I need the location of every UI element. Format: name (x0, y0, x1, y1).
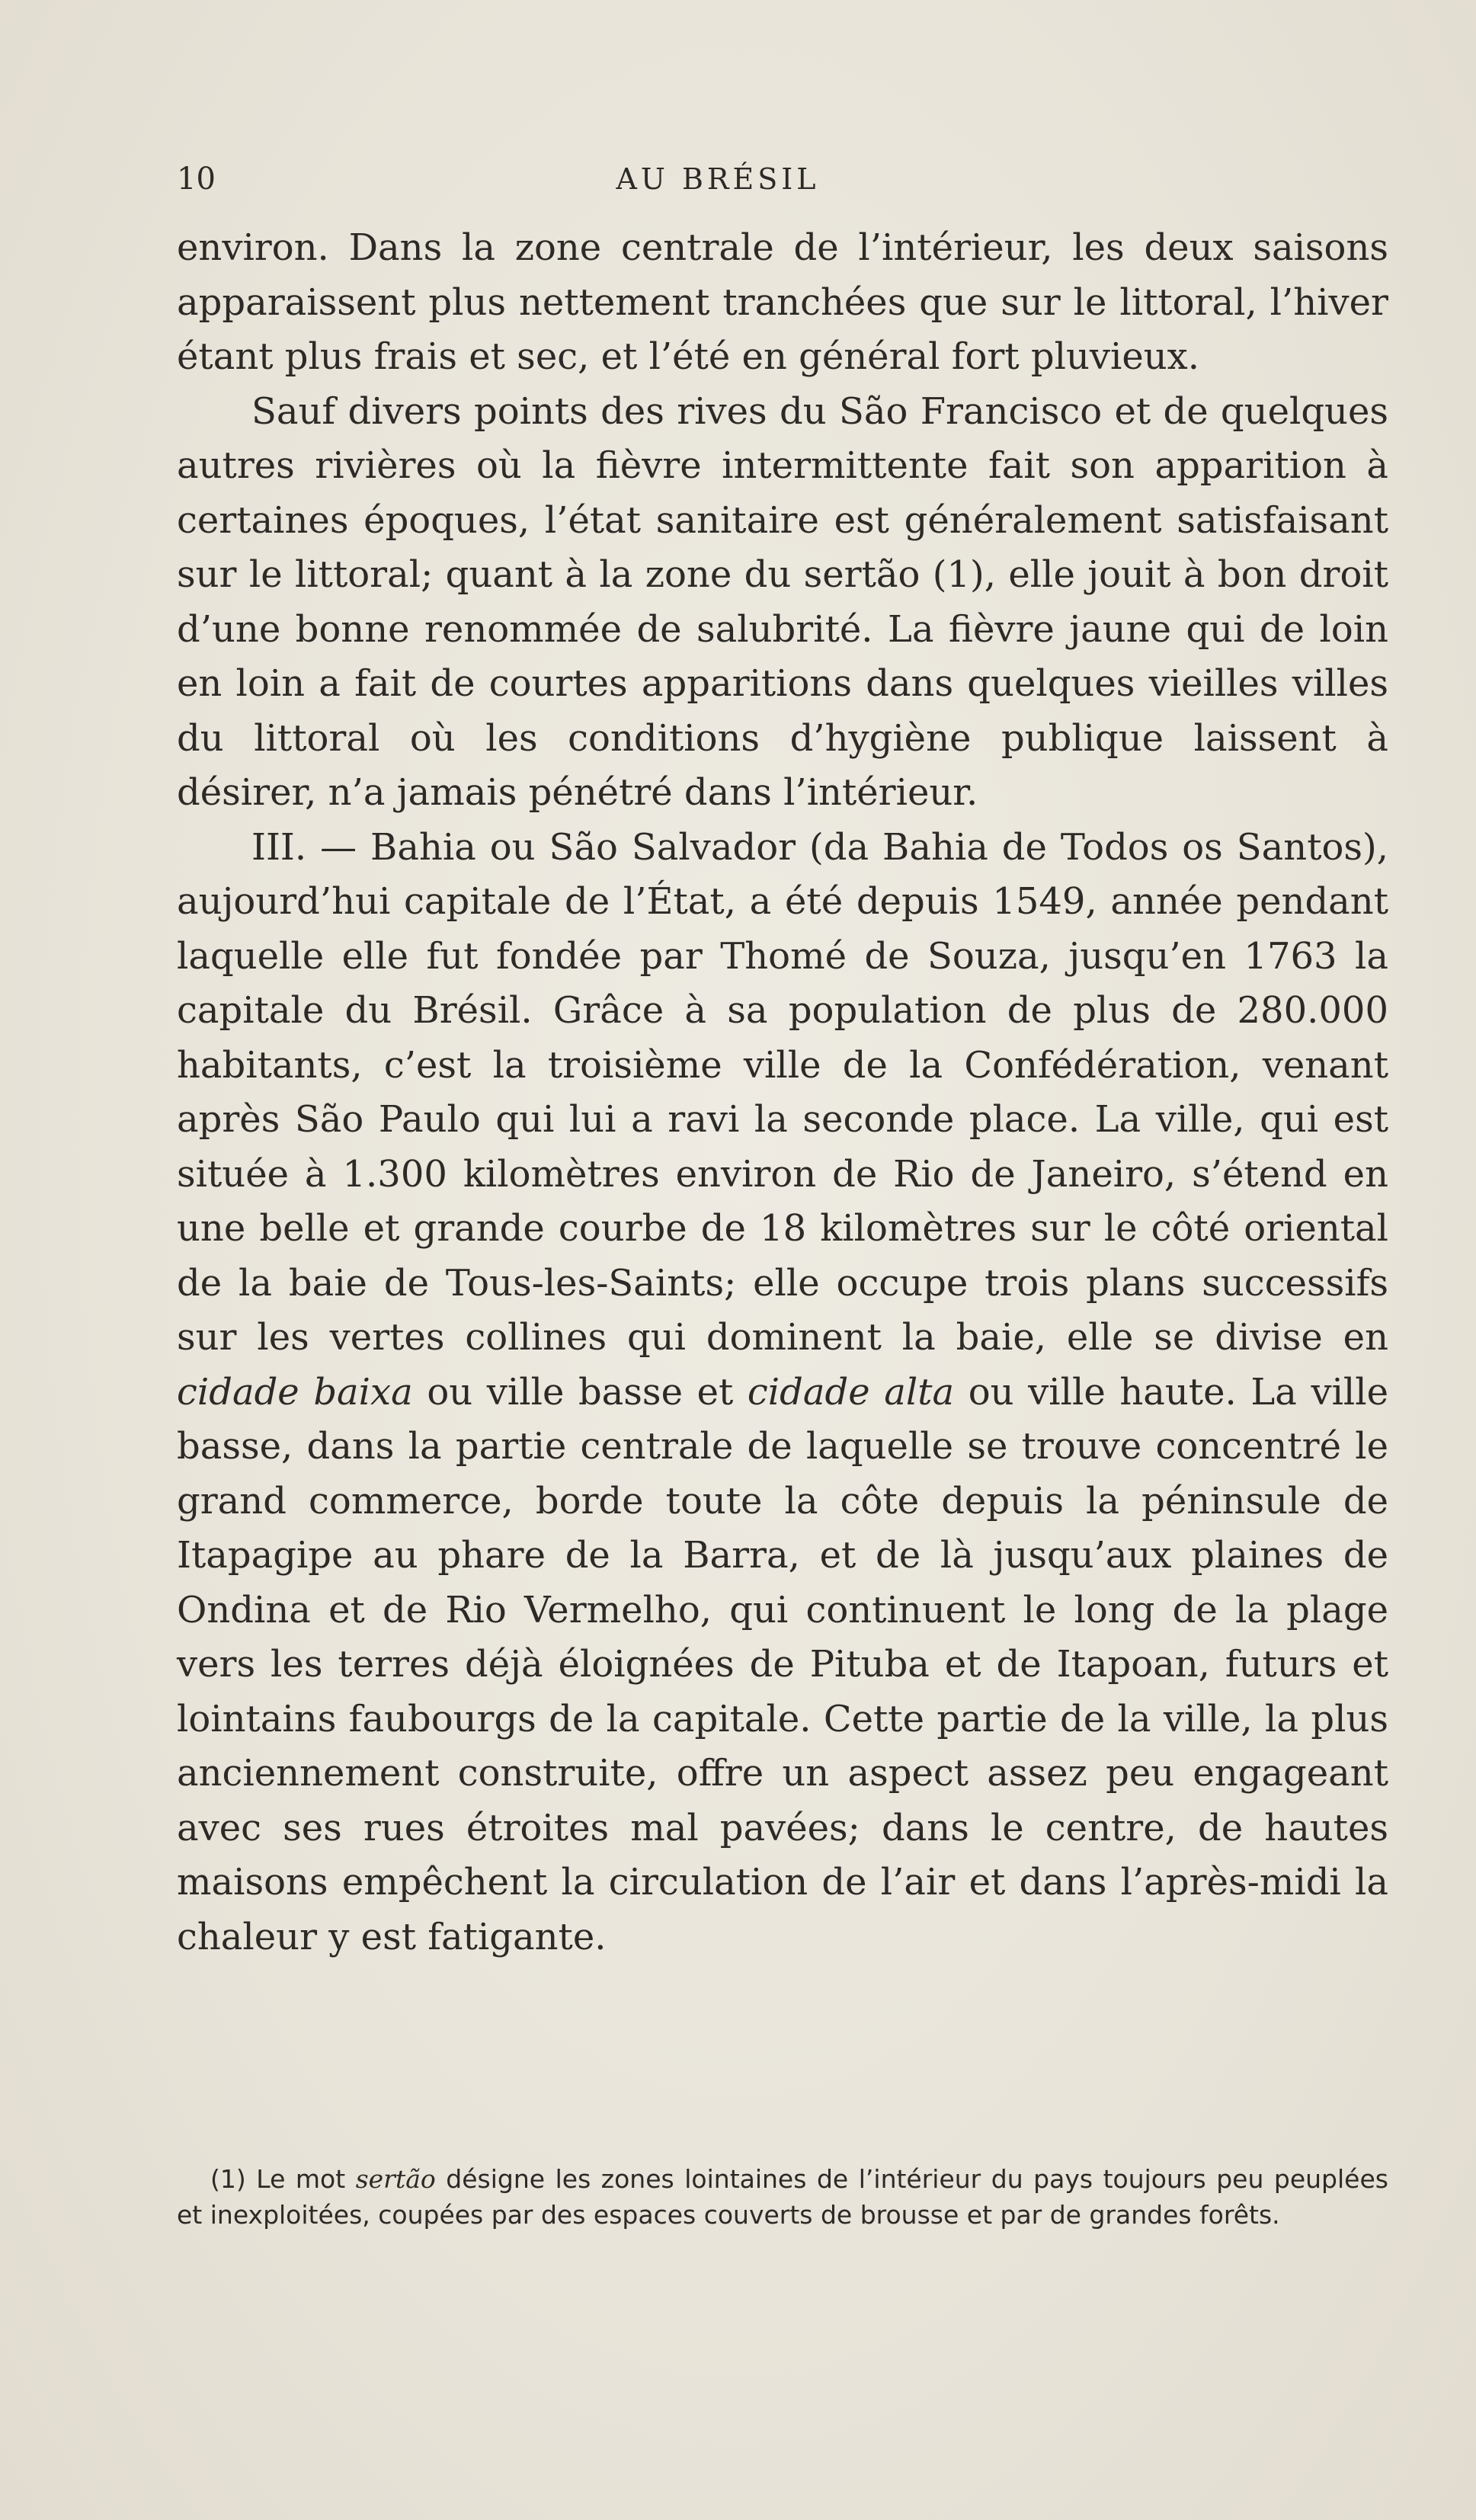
italic-cidade-alta: cidade alta (747, 1370, 955, 1414)
footnotes (177, 2161, 1388, 2233)
paragraph-continuation: environ. Dans la zone centrale de l’intérieur, les deux saisons apparaissent plus nettement tranchées que sur le littoral, l’hiver étant plus frais et sec, et l’été en général fort pluvieux. (177, 226, 1388, 378)
running-title: AU BRÉSIL (616, 162, 820, 196)
paragraph-bahia-text-1: III. — Bahia ou São Salvador (da Bahia de Todos os Santos), aujourd’hui capitale de l’État, a été depuis 1549, année pendant laquelle elle fut fondée par Thomé de Souza, jusqu’en 1763 la capitale du Brésil. Grâce à sa population de plus de 280.000 habitants, c’est la troisième ville de la Confédération, venant après São Paulo qui lui a ravi la seconde place. La ville, qui est située à 1.300 kilomètres environ de Rio de Janeiro, s’étend en une belle et grande courbe de 18 kilomètres sur le côté oriental de la baie de Tous-les-Saints; elle occupe trois plans successifs sur les vertes collines qui dominent la baie, elle se divise en (177, 825, 1388, 1359)
paragraph-bahia (177, 821, 1388, 1965)
page-header (177, 156, 1388, 202)
footnote-italic-sertao: sertão (355, 2164, 436, 2194)
footnote-1 (177, 2161, 1388, 2233)
footnote-text: désigne les zones lointaines de l’intérieur du pays toujours peu peuplées et inexploitées, coupées par des espaces couverts de brousse et par de grandes forêts. (177, 2164, 1388, 2230)
paragraph-bahia-text-3: ou ville haute. La ville basse, dans la partie centrale de laquelle se trouve concentré le grand commerce, borde toute la côte depuis la péninsule de Itapagipe au phare de la Barra, et de là jusqu’aux plaines de Ondina et de Rio Vermelho, qui continuent le long de la plage vers les terres déjà éloignées de Pituba et de Itapoan, futurs et lointains faubourgs de la capitale. Cette partie de la ville, la plus anciennement construite, offre un aspect assez peu engageant avec ses rues étroites mal pavées; dans le centre, de hautes maisons empêchent la circulation de l’air et dans l’après-midi la chaleur y est fatigante. (177, 1370, 1389, 1958)
paragraph-bahia-text-2: ou ville basse et (427, 1370, 734, 1414)
paragraph-sanitary-state: Sauf divers points des rives du São Francisco et de quelques autres rivières où la fièvre intermittente fait son apparition à certaines époques, l’état sanitaire est généralement satisfaisant sur le littoral; quant à la zone du sertão (1), elle jouit à bon droit d’une bonne renommée de salubrité. La fièvre jaune qui de loin en loin a fait de courtes apparitions dans quelques vieilles villes du littoral où les conditions d’hygiène publique laissent à désirer, n’a jamais pénétré dans l’intérieur. (177, 389, 1388, 814)
page-number: 10 (177, 162, 216, 197)
footnote-marker: (1) Le mot (210, 2164, 346, 2194)
body-text (177, 221, 1388, 1964)
italic-cidade-baixa: cidade baixa (177, 1370, 413, 1414)
